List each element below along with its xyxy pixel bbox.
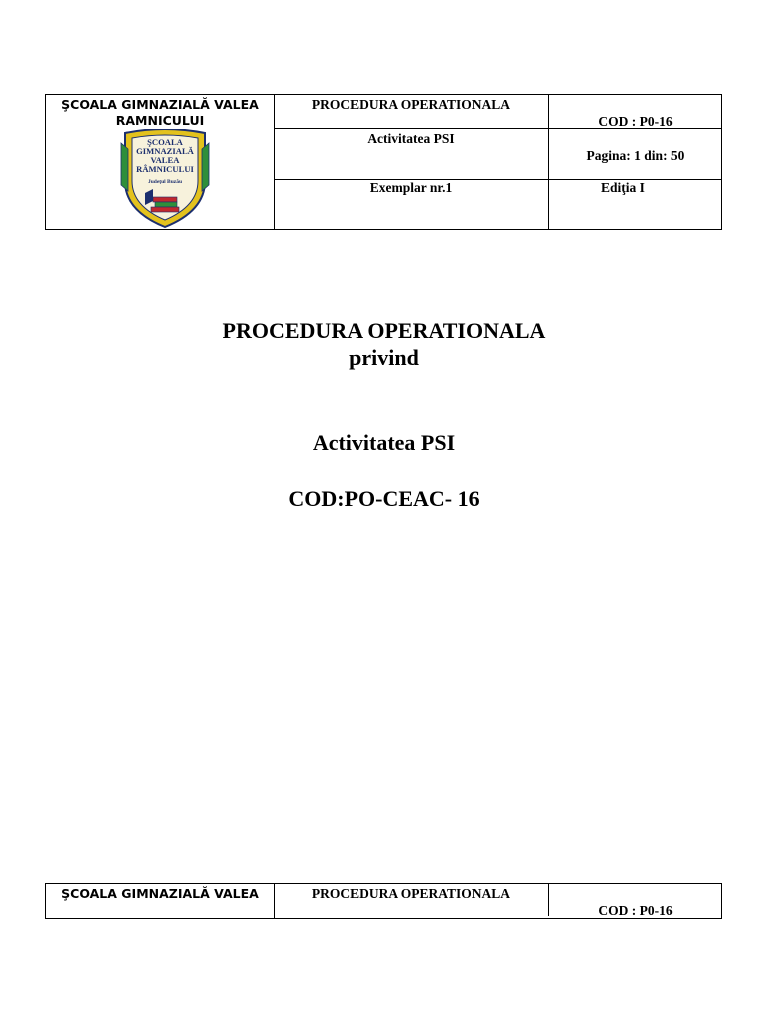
- page-number: Pagina: 1 din: 50: [586, 148, 685, 163]
- document-title-sub: privind: [349, 345, 419, 370]
- header-divider: [274, 95, 275, 229]
- crest-line: GIMNAZIALĂ: [136, 146, 194, 156]
- procedure-label: PROCEDURA OPERATIONALA: [311, 97, 511, 112]
- document-subject: Activitatea PSI: [312, 430, 456, 455]
- document-title: PROCEDURA OPERATIONALA: [222, 318, 546, 343]
- crest-subtitle: Judeţul Buzău: [147, 179, 183, 185]
- crest-text: [133, 138, 197, 174]
- edition-label: Ediţia I: [601, 180, 645, 195]
- crest-line: ŞCOALA: [147, 137, 183, 147]
- footer-code-label: COD : P0-16: [598, 903, 673, 918]
- document-code: COD:PO-CEAC- 16: [288, 486, 480, 511]
- copy-number: Exemplar nr.1: [369, 180, 453, 195]
- activity-label: Activitatea PSI: [367, 131, 455, 146]
- footer-table: [45, 883, 722, 919]
- crest-line: VALEA: [150, 155, 180, 165]
- header-table: [45, 94, 722, 230]
- crest-line: RÂMNICULUI: [136, 164, 194, 174]
- footer-procedure-label: PROCEDURA OPERATIONALA: [311, 886, 511, 901]
- school-name: ŞCOALA GIMNAZIALĂ VALEA RAMNICULUI: [61, 97, 259, 128]
- footer-school-name: ŞCOALA GIMNAZIALĂ VALEA: [61, 886, 259, 901]
- school-crest-logo: [119, 129, 211, 229]
- code-label: COD : P0-16: [598, 114, 673, 129]
